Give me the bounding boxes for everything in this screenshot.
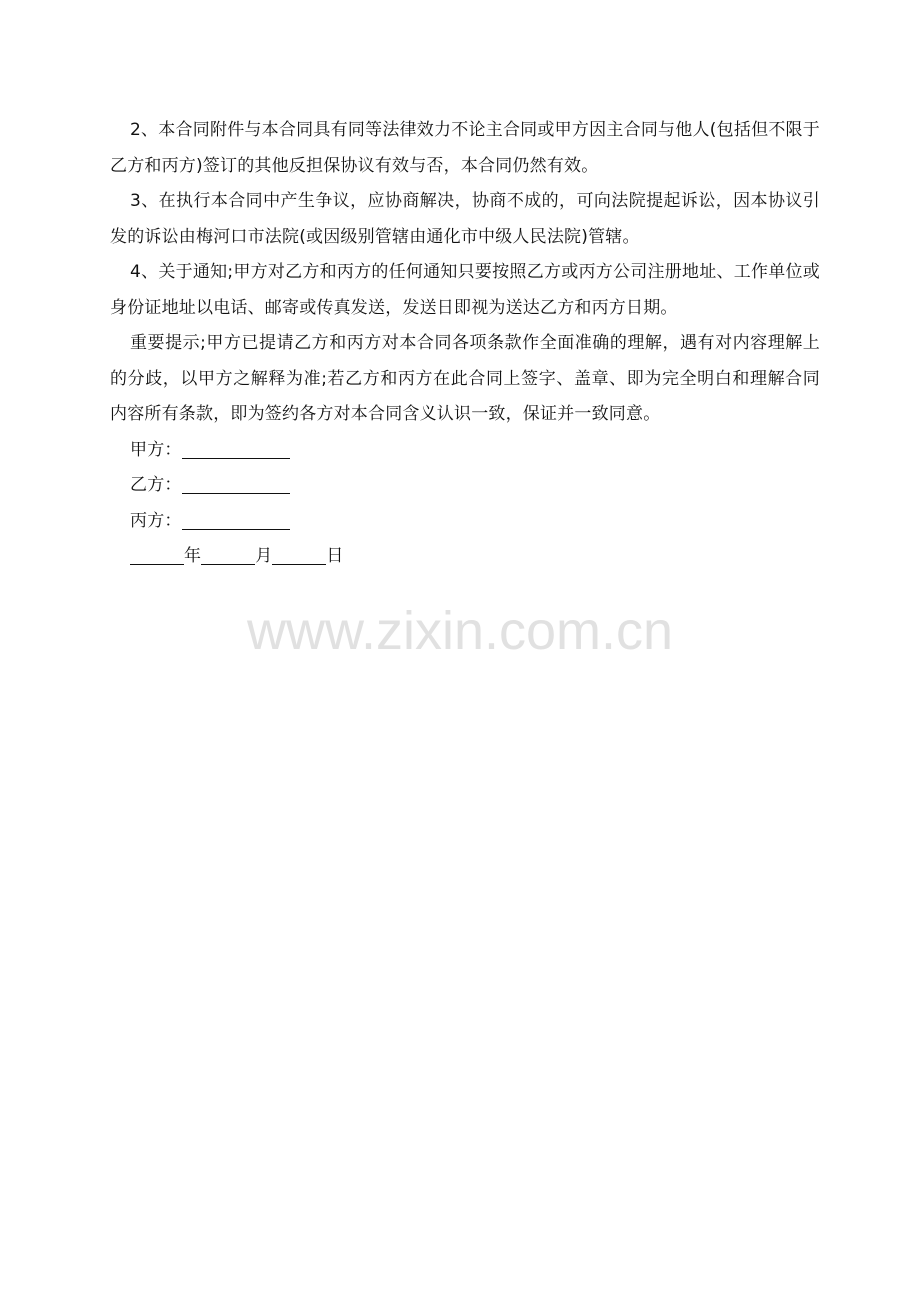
- clause-4: 4、关于通知;甲方对乙方和丙方的任何通知只要按照乙方或丙方公司注册地址、工作单位或身份证地址以电话、邮寄或传真发送，发送日即视为送达乙方和丙方日期。: [110, 262, 820, 318]
- document-body: [110, 113, 820, 575]
- year-blank: [130, 542, 184, 565]
- party-a-blank: [182, 436, 290, 459]
- signature-party-b: [110, 468, 820, 504]
- party-c-blank: [182, 507, 290, 530]
- day-blank: [272, 542, 326, 565]
- party-b-blank: [182, 471, 290, 494]
- clause-2: 2、本合同附件与本合同具有同等法律效力不论主合同或甲方因主合同与他人(包括但不限于乙方和丙方)签订的其他反担保协议有效与否，本合同仍然有效。: [110, 120, 820, 176]
- date-line: [110, 539, 820, 575]
- party-b-label: 乙方：: [130, 475, 182, 495]
- day-label: 日: [326, 546, 344, 566]
- signature-party-a: [110, 433, 820, 469]
- clause-3: 3、在执行本合同中产生争议，应协商解决，协商不成的，可向法院提起诉讼，因本协议引发的诉讼由梅河口市法院(或因级别管辖由通化市中级人民法院)管辖。: [110, 191, 820, 247]
- party-a-label: 甲方：: [130, 439, 182, 460]
- watermark: www.zixin.com.cn: [246, 601, 674, 661]
- signature-party-c: [110, 504, 820, 540]
- month-blank: [201, 542, 255, 565]
- important-notice: 重要提示;甲方已提请乙方和丙方对本合同各项条款作全面准确的理解，遇有对内容理解上的分歧，以甲方之解释为准;若乙方和丙方在此合同上签字、盖章、即为完全明白和理解合同内容所有条款，即为签约各方对本合同含义认识一致，保证并一致同意。: [110, 333, 820, 424]
- month-label: 月: [255, 546, 273, 566]
- party-c-label: 丙方：: [130, 510, 182, 531]
- year-label: 年: [184, 546, 202, 566]
